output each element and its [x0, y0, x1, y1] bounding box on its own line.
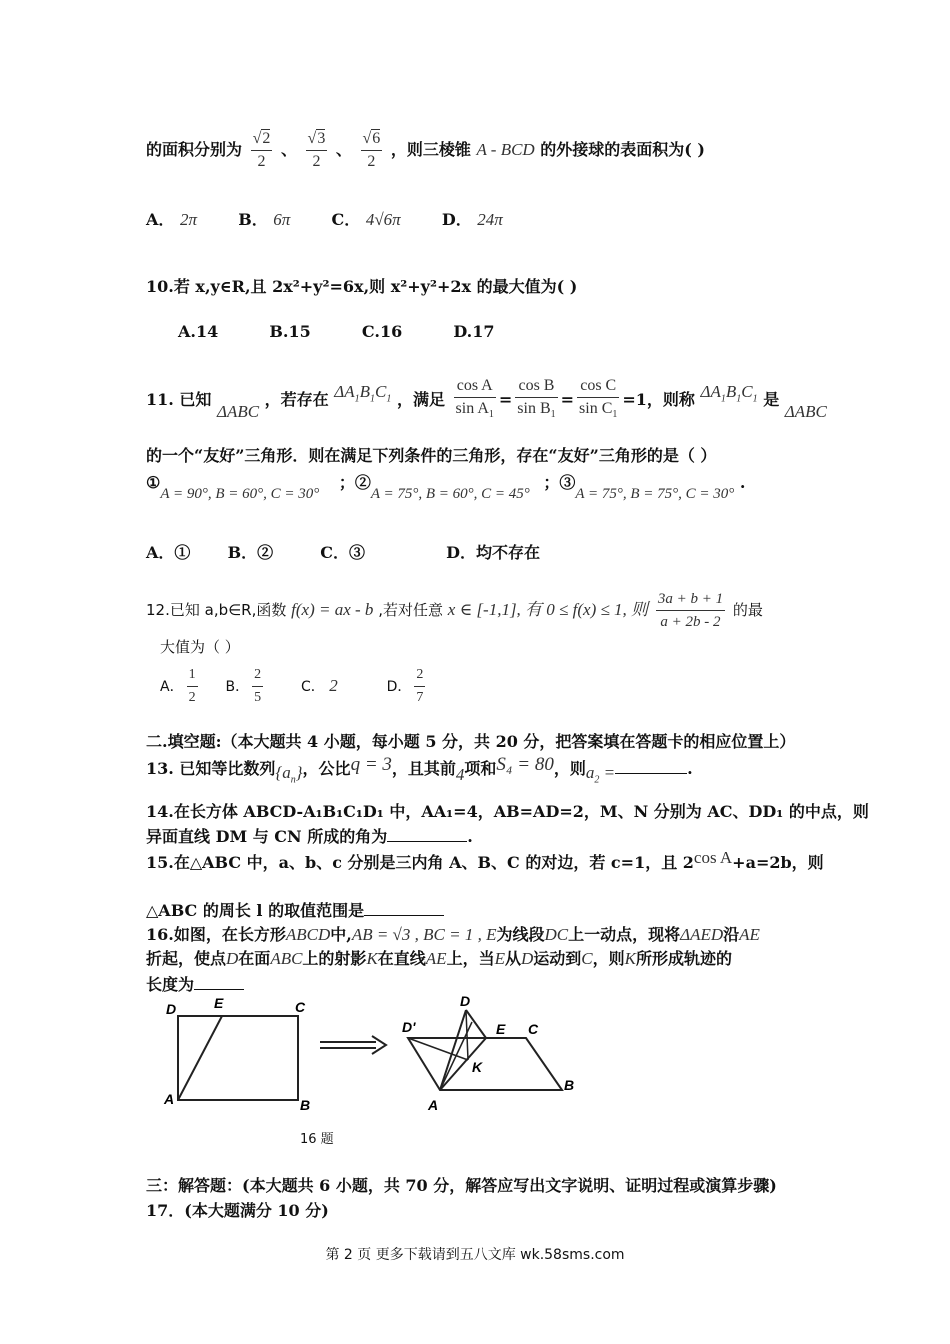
q15-a: 15.在△ABC 中，a、b、c 分别是三内角 A、B、C 的对边，若 c=1，且 2 [146, 853, 694, 872]
q16-m: ，则 [592, 949, 625, 968]
fig-label-c-right: C [528, 1021, 539, 1037]
q10-option-a: A.14 [178, 322, 219, 341]
q12-options [160, 664, 428, 709]
q11-option-b: B．② [227, 543, 274, 562]
q13-f: . [687, 759, 693, 778]
q14-answer-blank[interactable] [387, 841, 467, 842]
q16-h: 上的射影 [302, 949, 367, 968]
q16-line1: 16.如图，在长方形ABCD中,AB = √3 , BC = 1 , E为线段DC上一动点，现将ΔAED沿AE [146, 925, 760, 944]
q13-answer-blank[interactable] [615, 773, 687, 774]
q12-option-a: A． $\frac{1}{2}$ [160, 679, 201, 695]
fig-label-a-right: A [428, 1097, 439, 1113]
q9-line [146, 128, 705, 173]
q11-d: =1，则称 [622, 390, 695, 410]
q16-answer-blank[interactable] [194, 989, 244, 990]
q11-option-d: D．均不存在 [446, 543, 541, 562]
q10-option-c: C.16 [361, 322, 403, 341]
q16-e: 沿 [723, 925, 740, 944]
q13-e: ，则 [553, 759, 586, 778]
fig-label-b: B [300, 1097, 311, 1113]
q13-d: 项和 [464, 759, 497, 778]
fig-label-b-right: B [564, 1077, 575, 1093]
q12-a: 12.已知 a,b∈R,函数 [146, 601, 287, 619]
q11-cond1: A = 90°, B = 60°, C = 30° [160, 486, 320, 502]
segment-ae [178, 1016, 222, 1100]
q12-b: ,若对任意 [378, 601, 443, 619]
frac-sqrt3-over-2: $\frac{√3}{2}$ [307, 130, 326, 170]
q11-option-a: A．① [146, 543, 191, 562]
q11-line1: 11. 已知 ΔABC ，若存在 $\Delta A_1B_1C_1$ ，满足 $\frac{\text{cos A}}{\sin A_1}$ = $\frac{\text{cos B}}{\sin B_1}$ = $\frac{\text{cos C}}{\sin C_1}$ =1，则称 $\Delta A_1B_1C_1$ 是 ΔABC [146, 377, 827, 422]
q13-c: ，且其前 [391, 759, 456, 778]
fig-label-e-right: E [496, 1021, 506, 1037]
q15-cosA: cos A [693, 848, 733, 867]
q13-b: ，公比 [302, 759, 351, 778]
q16-f: 折起，使点 [146, 949, 227, 968]
tetrahedron-name: A - BCD [476, 140, 535, 159]
q10-options [178, 322, 495, 341]
q16-b: 中, [330, 925, 352, 944]
q12-function: f(x) = ax - b [291, 600, 374, 619]
q17-heading: 17．(本大题满分 10 分) [146, 1201, 329, 1220]
q12-domain: x ∈ [-1,1], 有 0 ≤ f(x) ≤ 1, 则 [447, 600, 649, 619]
q14-text: 异面直线 DM 与 CN 所成的角为 [146, 827, 388, 846]
rectangle-abcd [178, 1016, 298, 1100]
q12-option-b: B． $\frac{2}{5}$ [225, 679, 266, 695]
q9-suffix-b: 的外接球的表面积为( ) [540, 140, 705, 159]
q13-ratio: q = 3 [350, 754, 392, 775]
q16-o: 长度为 [146, 975, 195, 994]
q11-e: 是 [763, 390, 780, 410]
q16-line2: 折起，使点D在面ABC上的射影K在直线AE上，当E从D运动到C，则K所形成轨迹的 [146, 949, 733, 968]
q13-sum: S₄ = 80 [496, 754, 554, 775]
q12-line2: 大值为（ ） [160, 638, 240, 656]
q11-conditions: ①A = 90°, B = 60°, C = 30° ；②A = 75°, B = 60°, C = 45° ；③A = 75°, B = 75°, C = 30° . [146, 473, 746, 502]
fig-label-d-right: D [460, 993, 471, 1009]
q9-options [146, 207, 503, 230]
q11-options [146, 540, 540, 563]
frac-sqrt2-over-2: $\frac{√2}{2}$ [252, 130, 271, 170]
q11-cond2: A = 75°, B = 60°, C = 45° [370, 486, 530, 502]
q14-line1: 14.在长方体 ABCD-A₁B₁C₁D₁ 中，AA₁=4，AB=AD=2，M、N 分别为 AC、DD₁ 的中点，则 [146, 802, 869, 821]
q12-c: 的最 [732, 601, 763, 619]
q16-g: 在面 [238, 949, 271, 968]
q16-caption: 16 题 [300, 1132, 334, 1147]
q10-option-b: B.15 [269, 322, 311, 341]
segment-de [466, 1010, 486, 1038]
q10-option-d: D.17 [453, 322, 495, 341]
section-solve-heading: 三：解答题：(本大题共 6 小题，共 70 分，解答应写出文字说明、证明过程或演算步骤) [146, 1176, 777, 1195]
q15-line2 [146, 898, 444, 921]
q15-b: +a=2b，则 [732, 853, 824, 872]
q9-prefix: 的面积分别为 [146, 140, 243, 159]
q16-j: 上，当 [446, 949, 495, 968]
q9-option-d: D． 24π [441, 210, 503, 229]
q14-line2 [146, 824, 473, 847]
q10-text: 10.若 x,y∈R,且 2x²+y²=6x,则 x²+y²+2x 的最大值为( ) [146, 277, 578, 296]
q15-answer-blank[interactable] [364, 915, 444, 916]
fig-label-k: K [472, 1059, 483, 1075]
q16-k: 从 [504, 949, 521, 968]
section-fill-blank-heading: 二.填空题:（本大题共 4 小题，每小题 5 分，共 20 分，把答案填在答题卡的相应位置上） [146, 732, 796, 751]
q16-figure [150, 992, 610, 1114]
q15-text: △ABC 的周长 l 的取值范围是 [146, 901, 365, 920]
arrow-icon [320, 1036, 386, 1054]
q14-end: . [467, 827, 473, 846]
q16-l: 运动到 [533, 949, 582, 968]
fig-label-d: D [166, 1001, 177, 1017]
q9-option-c: C． 4√6π [331, 210, 401, 229]
q11-cond3: A = 75°, B = 75°, C = 30° [575, 486, 735, 502]
q11-b: ，若存在 [264, 390, 329, 410]
q11-option-c: C．③ [320, 543, 366, 562]
q16-a: 16.如图，在长方形 [146, 925, 286, 944]
fig-label-e: E [214, 995, 224, 1011]
q16-n: 所形成轨迹的 [636, 949, 733, 968]
page-footer: 第 2 页 更多下载请到五八文库 wk.58sms.com [325, 1247, 625, 1263]
frac-sqrt6-over-2: $\frac{√6}{2}$ [362, 130, 381, 170]
q15-line1 [146, 850, 824, 873]
q9-suffix-a: ，则三棱锥 [390, 140, 471, 159]
q11-line2: 的一个“友好”三角形．则在满足下列条件的三角形，存在“友好”三角形的是（ ） [146, 446, 717, 465]
q11-a: 11. 已知 [146, 390, 212, 410]
q9-option-b: B． 6π [238, 210, 291, 229]
q12-option-d: D． $\frac{2}{7}$ [387, 679, 429, 695]
q11-c: ，满足 [396, 390, 445, 410]
segment-ad [440, 1010, 466, 1090]
sep: 、 [335, 140, 352, 159]
fig-label-c: C [295, 999, 306, 1015]
q12-option-c: C． 2 [301, 675, 338, 695]
q13-a: 13. 已知等比数列 [146, 759, 276, 778]
fig-label-a: A [164, 1091, 175, 1107]
q12-line1: 12.已知 a,b∈R,函数 f(x) = ax - b ,若对任意 x ∈ [-1,1], 有 0 ≤ f(x) ≤ 1, 则 $\frac{3a + b + 1}{a + 2b - 2}$ 的最 [146, 588, 763, 633]
q13-line: 13. 已知等比数列$\{a_n\}$，公比q = 3，且其前4项和S₄ = 80，则$a_2$ = . [146, 754, 693, 786]
q9-option-a: A． 2π [146, 210, 198, 229]
sep: 、 [280, 140, 297, 159]
fig-label-d-prime: D' [402, 1019, 416, 1035]
q16-i: 在直线 [377, 949, 426, 968]
q16-c: 为线段 [496, 925, 545, 944]
q16-d: 上一动点，现将 [568, 925, 681, 944]
